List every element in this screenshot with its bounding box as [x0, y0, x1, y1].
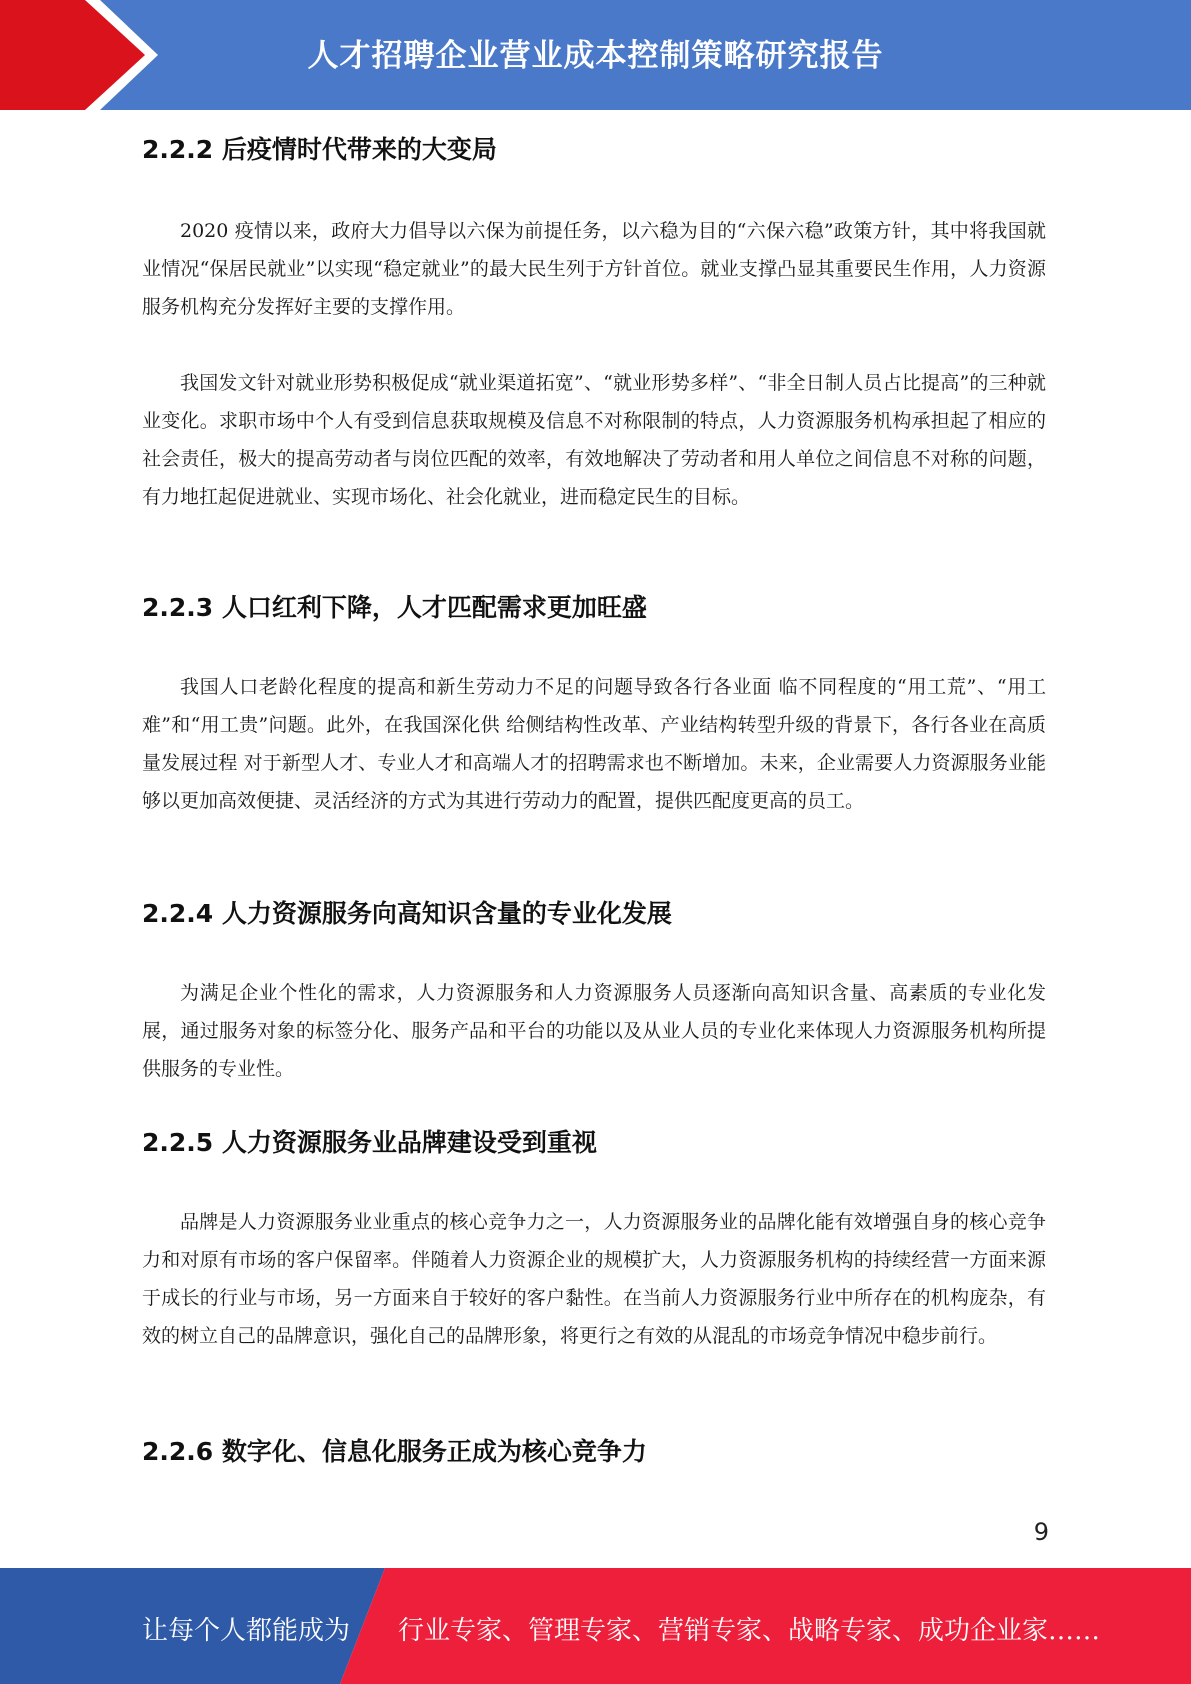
footer-slogan-left: 让每个人都能成为 [142, 1616, 351, 1646]
footer-slogan-right: 行业专家、管理专家、营销专家、战略专家、成功企业家…… [398, 1616, 1101, 1646]
section-heading-2-2-6: 2.2.6 数字化、信息化服务正成为核心竞争力 [142, 1437, 647, 1466]
section-heading-2-2-5: 2.2.5 人力资源服务业品牌建设受到重视 [142, 1128, 597, 1157]
page-number: 9 [1033, 1518, 1049, 1546]
section-heading-2-2-3: 2.2.3 人口红利下降，人才匹配需求更加旺盛 [142, 593, 647, 622]
section-heading-2-2-4: 2.2.4 人力资源服务向高知识含量的专业化发展 [142, 899, 672, 928]
header-banner [0, 0, 1191, 110]
paragraph: 2020 疫情以来，政府大力倡导以六保为前提任务，以六稳为目的“六保六稳”政策方针，其中将我国就业情况“保居民就业”以实现“稳定就业”的最大民生列于方针首位。就业支撑凸显其重要民生作用，人力资源服务机构充分发挥好主要的支撑作用。 [142, 220, 1046, 318]
footer-banner [0, 1568, 1191, 1684]
paragraph: 品牌是人力资源服务业业重点的核心竞争力之一，人力资源服务业的品牌化能有效增强自身的核心竞争力和对原有市场的客户保留率。伴随着人力资源企业的规模扩大，人力资源服务机构的持续经营一方面来源于成长的行业与市场，另一方面来自于较好的客户黏性。在当前人力资源服务行业中所存在的机构庞杂，有效的树立自己的品牌意识，强化自己的品牌形象，将更行之有效的从混乱的市场竞争情况中稳步前行。 [142, 1211, 1046, 1347]
section-heading-2-2-2: 2.2.2 后疫情时代带来的大变局 [142, 135, 497, 164]
paragraph: 我国人口老龄化程度的提高和新生劳动力不足的问题导致各行各业面 临不同程度的“用工荒”、“用工难”和“用工贵”问题。此外，在我国深化供 给侧结构性改革、产业结构转型升级的背景下，各行各业在高质量发展过程 对于新型人才、专业人才和高端人才的招聘需求也不断增加。未来，企业需要人力资源服务业能够以更加高效便捷、灵活经济的方式为其进行劳动力的配置，提供匹配度更高的员工。 [142, 676, 1046, 812]
report-title: 人才招聘企业营业成本控制策略研究报告 [307, 38, 884, 74]
paragraph: 为满足企业个性化的需求，人力资源服务和人力资源服务人员逐渐向高知识含量、高素质的专业化发展，通过服务对象的标签分化、服务产品和平台的功能以及从业人员的专业化来体现人力资源服务机构所提供服务的专业性。 [142, 982, 1046, 1080]
paragraph: 我国发文针对就业形势积极促成“就业渠道拓宽”、“就业形势多样”、“非全日制人员占比提高”的三种就业变化。求职市场中个人有受到信息获取规模及信息不对称限制的特点，人力资源服务机构承担起了相应的社会责任，极大的提高劳动者与岗位匹配的效率，有效地解决了劳动者和用人单位之间信息不对称的问题，有力地扛起促进就业、实现市场化、社会化就业，进而稳定民生的目标。 [142, 372, 1046, 508]
